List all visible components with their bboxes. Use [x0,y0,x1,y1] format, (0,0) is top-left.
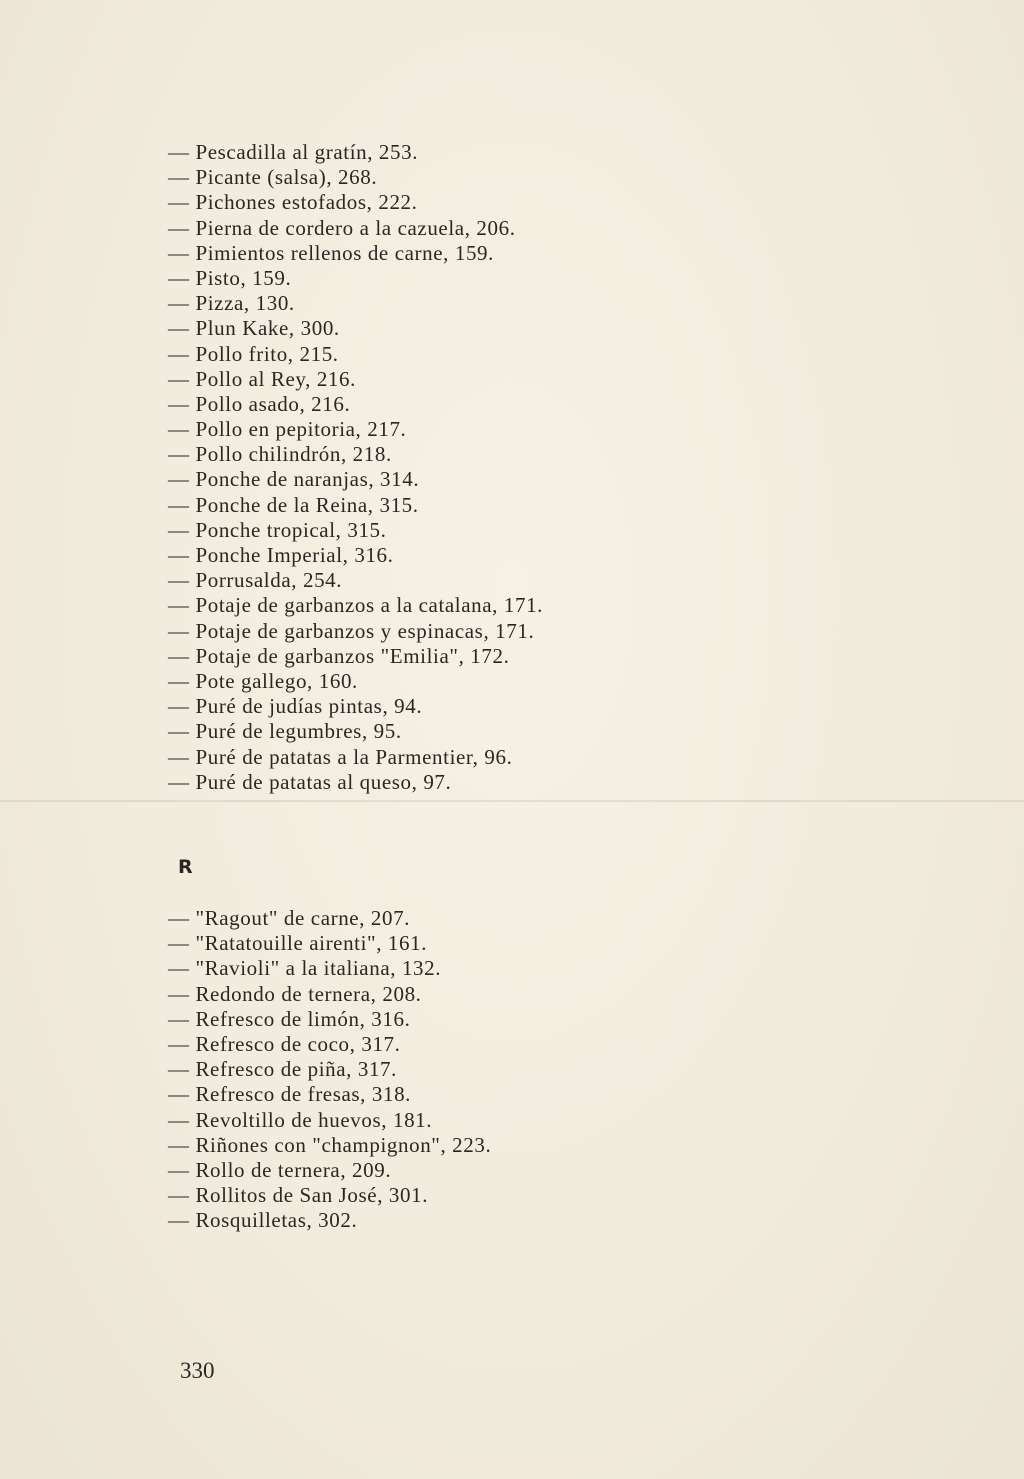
index-entry: — Puré de judías pintas, 94. [168,694,423,719]
index-entry: — Pollo frito, 215. [168,341,339,366]
index-entry: — Porrusalda, 254. [168,568,343,593]
index-entry: — Revoltillo de huevos, 181. [168,1107,433,1132]
index-entry: — "Ragout" de carne, 207. [168,906,411,930]
index-entry: — Pollo en pepitoria, 217. [168,417,407,442]
page-number: 330 [180,1358,215,1383]
index-entry: — Potaje de garbanzos "Emilia", 172. [168,643,510,668]
index-entry: — Rollo de ternera, 209. [168,1157,392,1182]
index-entry: — Refresco de limón, 316. [168,1006,411,1031]
index-entry: — Refresco de piña, 317. [168,1057,398,1082]
section-letter-r: R [178,856,193,878]
index-entry: — Ponche de la Reina, 315. [168,492,419,517]
index-entry: — Ponche tropical, 315. [168,517,387,542]
index-entry: — Picante (salsa), 268. [168,165,378,190]
index-entry: — Refresco de fresas, 318. [168,1082,412,1107]
index-entry: — Rosquilletas, 302. [168,1208,358,1233]
index-entry: — Potaje de garbanzos a la catalana, 171. [168,593,544,618]
index-entry: — Pimientos rellenos de carne, 159. [168,240,495,265]
index-entry: — Ponche Imperial, 316. [168,543,394,567]
index-entry: — Puré de patatas al queso, 97. [168,769,452,794]
index-entry: — Pisto, 159. [168,265,292,290]
index-entry: — Puré de legumbres, 95. [168,719,402,744]
index-entry: — Pollo chilindrón, 218. [168,442,392,467]
index-entry: — Redondo de ternera, 208. [168,981,422,1006]
index-entry: — Pollo al Rey, 216. [168,366,356,391]
index-entry: — Puré de patatas a la Parmentier, 96. [168,744,513,769]
index-entry: — Pollo asado, 216. [168,391,351,416]
page-fold-line [0,800,1024,802]
index-entry: — Pichones estofados, 222. [168,190,418,215]
index-entry: — Rollitos de San José, 301. [168,1183,429,1208]
index-entry: — Refresco de coco, 317. [168,1031,401,1056]
index-entry: — "Ratatouille airenti", 161. [168,931,428,956]
index-entry: — Ponche de naranjas, 314. [168,467,420,492]
index-entry: — Plun Kake, 300. [168,316,340,341]
index-entry: — Pescadilla al gratín, 253. [168,140,419,164]
index-entry: — Pote gallego, 160. [168,668,358,693]
index-entry: — Pierna de cordero a la cazuela, 206. [168,215,516,240]
index-list-r [168,906,491,1233]
index-entry: — "Ravioli" a la italiana, 132. [168,956,442,981]
index-entry: — Potaje de garbanzos y espinacas, 171. [168,618,535,643]
index-entry: — Pizza, 130. [168,291,295,316]
index-entry: — Riñones con "champignon", 223. [168,1132,492,1157]
index-list-p [168,140,543,795]
